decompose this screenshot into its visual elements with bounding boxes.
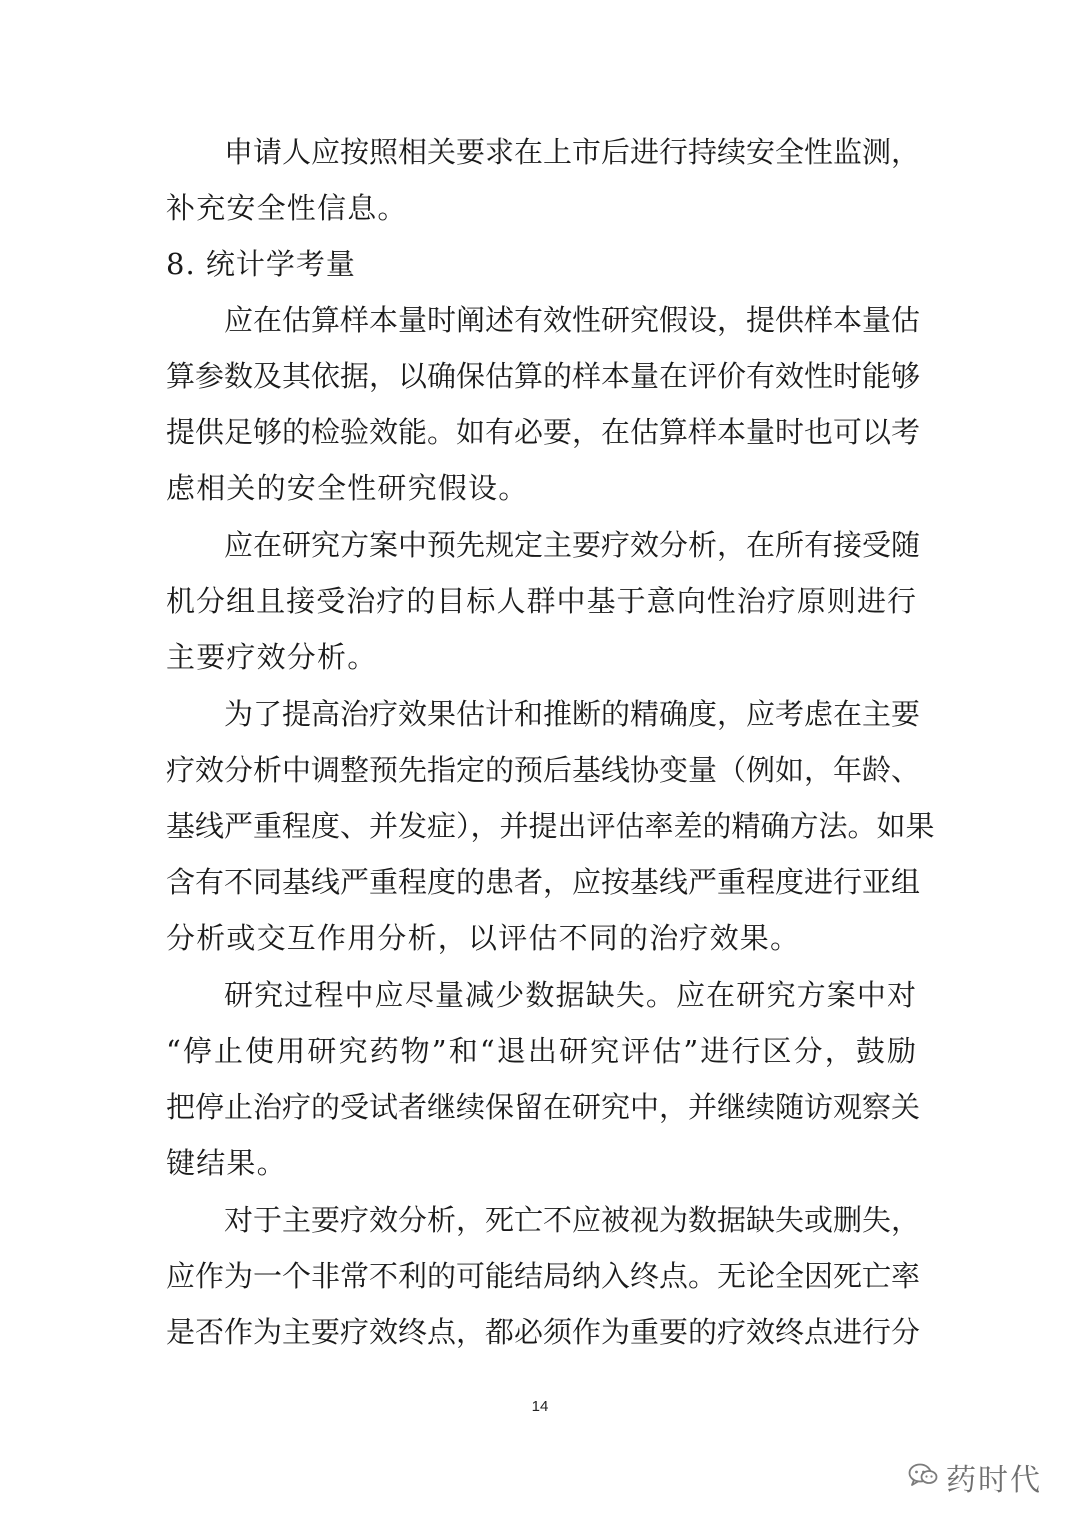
paragraph-line: 分析或交互作用分析，以评估不同的治疗效果。 [166, 921, 801, 955]
page-number: 14 [531, 1398, 549, 1415]
paragraph-line: 补充安全性信息。 [166, 191, 408, 225]
paragraph-line: 键结果。 [166, 1146, 287, 1180]
watermark [908, 1455, 1042, 1499]
paragraph-line: 提供足够的检验效能。如有必要，在估算样本量时也可以考 [166, 415, 921, 449]
paragraph-line: 虑相关的安全性研究假设。 [166, 471, 529, 505]
paragraph-line: 研究过程中应尽量减少数据缺失。应在研究方案中对 [224, 978, 916, 1012]
paragraph-line: 把停止治疗的受试者继续保留在研究中，并继续随访观察关 [166, 1090, 921, 1124]
paragraph-line: 对于主要疗效分析，死亡不应被视为数据缺失或删失， [224, 1203, 921, 1237]
paragraph-line: 算参数及其依据，以确保估算的样本量在评价有效性时能够 [166, 359, 921, 393]
paragraph-line: 含有不同基线严重程度的患者，应按基线严重程度进行亚组 [166, 865, 921, 899]
wechat-icon [908, 1462, 938, 1492]
paragraph-line: 应作为一个非常不利的可能结局纳入终点。无论全因死亡率 [166, 1259, 921, 1293]
paragraph-line: 主要疗效分析。 [166, 640, 378, 674]
paragraph-line: 应在估算样本量时阐述有效性研究假设，提供样本量估 [224, 303, 921, 337]
section-heading: 8. 统计学考量 [166, 247, 356, 281]
paragraph-line: 是否作为主要疗效终点，都必须作为重要的疗效终点进行分 [166, 1315, 921, 1349]
paragraph-line: 为了提高治疗效果估计和推断的精确度，应考虑在主要 [224, 697, 921, 731]
paragraph-line: 疗效分析中调整预先指定的预后基线协变量（例如，年龄、 [166, 753, 921, 787]
paragraph-line: 申请人应按照相关要求在上市后进行持续安全性监测， [224, 135, 921, 169]
paragraph-line: 基线严重程度、并发症），并提出评估率差的精确方法。如果 [166, 809, 935, 843]
paragraph-line: 应在研究方案中预先规定主要疗效分析，在所有接受随 [224, 528, 921, 562]
paragraph-line: “停止使用研究药物”和“退出研究评估”进行区分，鼓励 [166, 1034, 916, 1068]
watermark-text: 药时代 [946, 1463, 1042, 1498]
paragraph-line: 机分组且接受治疗的目标人群中基于意向性治疗原则进行 [166, 584, 916, 618]
